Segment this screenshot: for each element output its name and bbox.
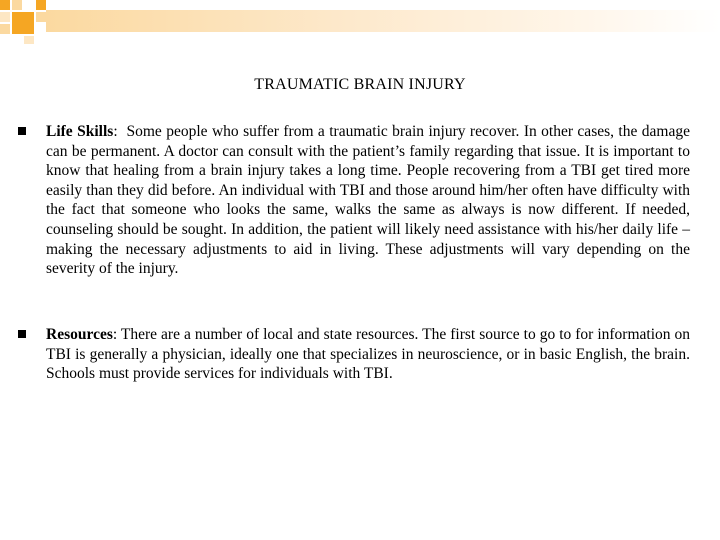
bullet-label: Resources [46, 326, 113, 343]
decor-square-orange [12, 12, 34, 34]
bullet-separator: : [113, 123, 127, 140]
decor-square-light [0, 24, 10, 34]
decor-square-pale [0, 12, 10, 22]
decor-square-orange [0, 0, 10, 10]
decor-square-light [36, 12, 46, 22]
bullet-life-skills [46, 122, 690, 279]
bullet-label: Life Skills [46, 123, 114, 140]
slide-title: TRAUMATIC BRAIN INJURY [254, 76, 466, 93]
header-band [46, 10, 720, 32]
decor-square-light [12, 0, 22, 10]
bullet-text: Some people who suffer from a traumatic brain injury recover. In other cases, the damage can be permanent. A doctor can consult with the patient’s family regarding that issue. It is important to know that healing from a brain injury takes a long time. People recovering from a TBI get tired more easily than they did before. An individual with TBI and those around him/her often have difficulty with the fact that someone who looks the same, walks the same as always is now different. If needed, counseling should be sought. In addition, the patient will likely need assistance with his/her daily life – making the necessary adjustments to aid in living. These adjustments will vary depending on the severity of the injury. [46, 123, 690, 278]
bullet-text: There are a number of local and state resources. The first source to go to for information on TBI is generally a physician, ideally one that specializes in neuroscience, or in basic English, the brain. Schools must provide services for individuals with TBI. [46, 326, 691, 383]
bullet-separator: : [112, 326, 121, 343]
bullet-square-icon [18, 127, 26, 135]
bullet-square-icon [18, 330, 26, 338]
decor-square-orange [36, 0, 46, 10]
bullet-resources [46, 325, 690, 384]
decor-square-pale [24, 36, 34, 44]
